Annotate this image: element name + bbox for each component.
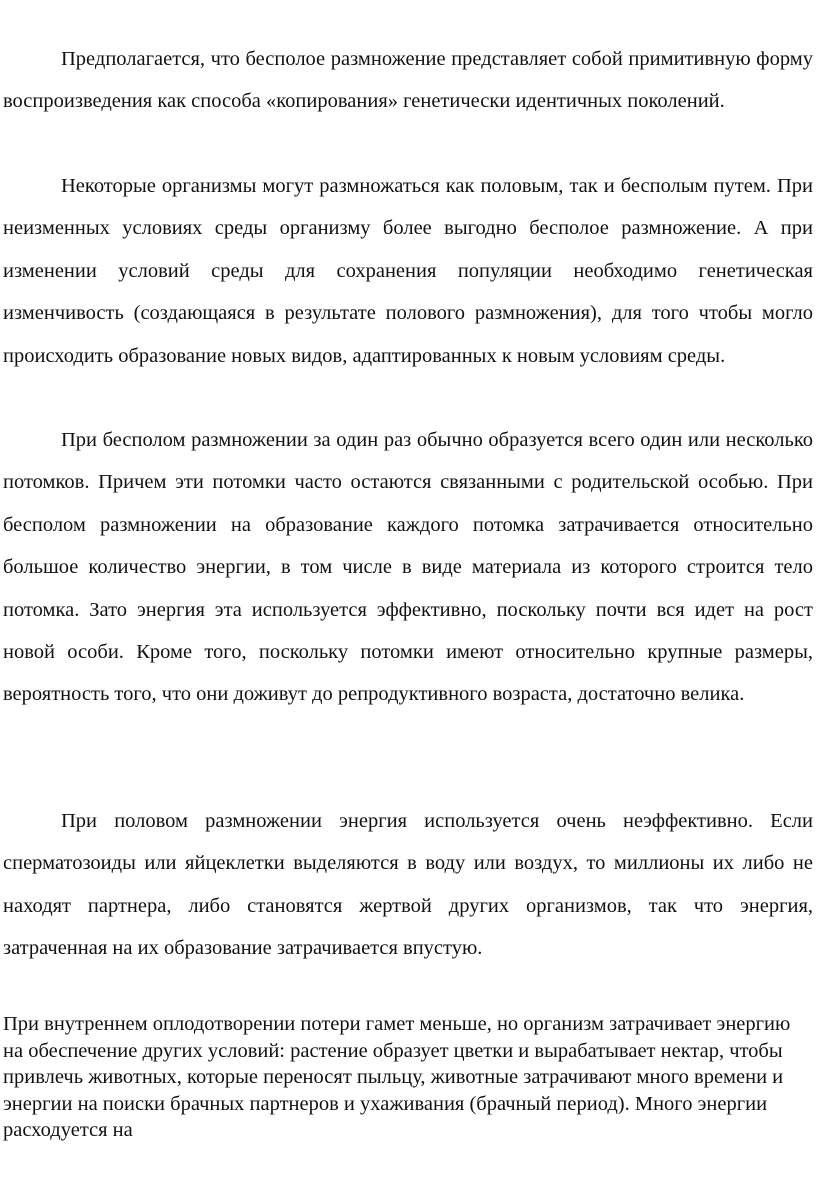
paragraph-text: При бесполом размножении за один раз обычно образуется всего один или несколько потомков. Причем эти потомки часто остаются связанными с родительской особью. При бесполом размножении на образование каждого потомка затрачивается относительно большое количество энергии, в том числе в виде материала из которого строится тело потомка. Зато энергия эта используется эффективно, поскольку почти вся идет на рост новой особи. Кроме того, поскольку потомки имеют относительно крупные размеры, вероятность того, что они доживут до репродуктивного возраста, достаточно велика. xyxy=(3,429,813,706)
paragraph-4 xyxy=(3,800,813,970)
paragraph-text: При половом размножении энергия используется очень неэффективно. Если сперматозоиды или яйцеклетки выделяются в воду или воздух, то миллионы их либо не находят партнера, либо становятся жертвой других организмов, так что энергия, затраченная на их образование затрачивается впустую. xyxy=(3,810,813,960)
paragraph-2 xyxy=(3,165,813,377)
paragraph-5: При внутреннем оплодотворении потери гамет меньше, но организм затрачивает энергию на обеспечение других условий: растение образует цветки и вырабатывает нектар, чтобы привлечь животных, которые переносят пыльцу, животные затрачивают много времени и энергии на поиски брачных партнеров и ухаживания (брачный период). Много энергии расходуется на xyxy=(3,1013,791,1141)
paragraph-1 xyxy=(3,38,813,123)
paragraph-text: Предполагается, что бесполое размножение представляет собой примитивную форму воспроизведения как способа «копирования» генетически идентичных поколений. xyxy=(3,48,813,113)
paragraph-text: Некоторые организмы могут размножаться как половым, так и бесполым путем. При неизменных условиях среды организму более выгодно бесполое размножение. А при изменении условий среды для сохранения популяции необходимо генетическая изменчивость (создающаяся в результате полового размножения), для того чтобы могло происходить образование новых видов, адаптированных к новым условиям среды. xyxy=(3,175,813,367)
paragraph-3 xyxy=(3,419,813,716)
